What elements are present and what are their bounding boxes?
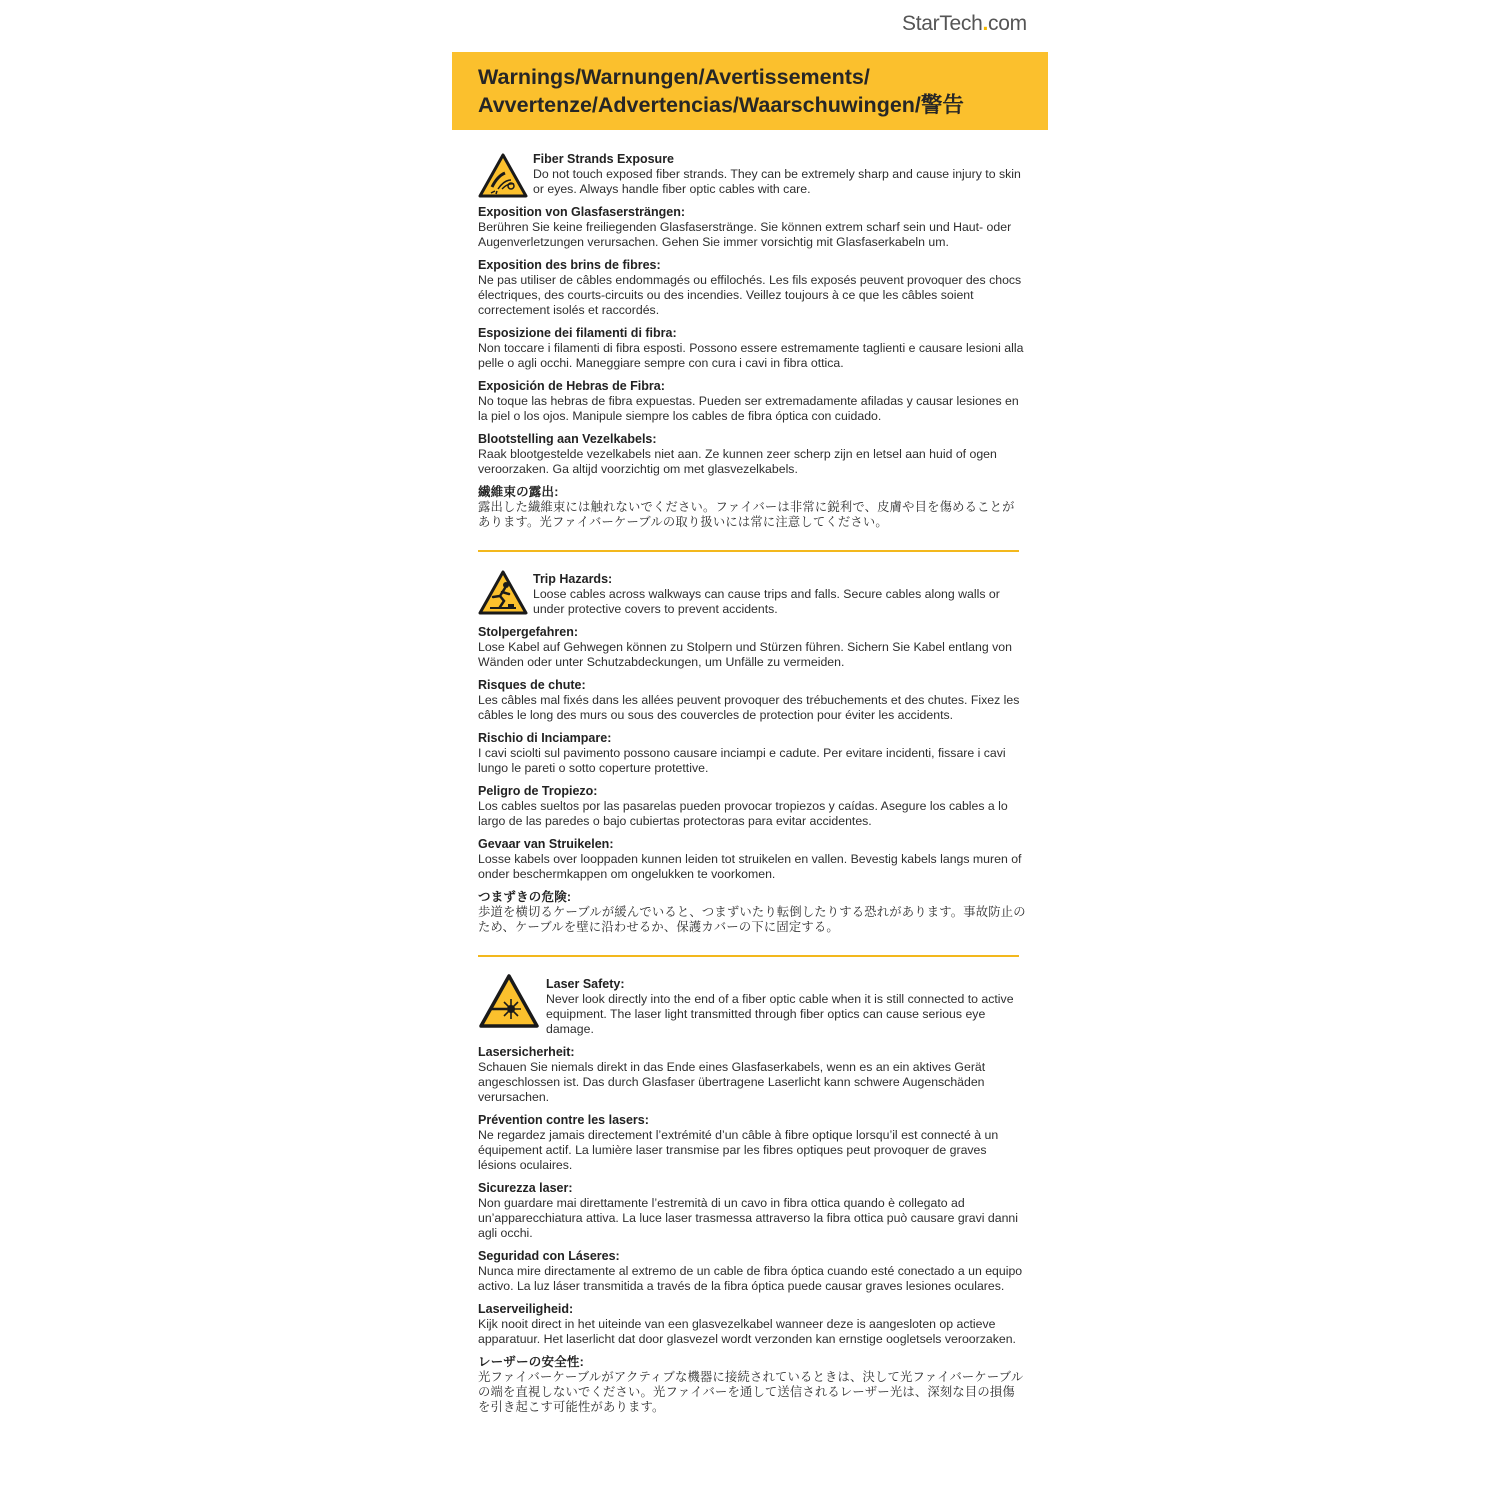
item-body: Los cables sueltos por las pasarelas pueden provocar tropiezos y caídas. Asegure los cables a lo largo de las paredes o bajo cubiertas protectoras para evitar accidentes.: [478, 799, 1008, 828]
item-title: Exposition von Glasfasersträngen:: [478, 205, 685, 219]
item-body: 露出した繊維束には触れないでください。ファイバーは非常に鋭利で、皮膚や目を傷めることがあります。光ファイバーケーブルの取り扱いには常に注意してください。: [478, 500, 1015, 529]
section-trip-hazards: [478, 572, 1026, 935]
banner-title-line-2: Avvertenze/Advertencias/Waarschuwingen/警告: [478, 93, 964, 117]
item-body: Schauen Sie niemals direkt in das Ende eines Glasfaserkabels, wenn es an ein aktives Gerät angeschlossen ist. Das durch Glasfaser übertragene Laserlicht kann schwere Augenschäden verursachen.: [478, 1060, 986, 1104]
item-title: Seguridad con Láseres:: [478, 1249, 620, 1263]
section-laser-safety: [478, 977, 1026, 1415]
item-title: Exposición de Hebras de Fibra:: [478, 379, 665, 393]
item-body: 光ファイバーケーブルがアクティブな機器に接続されているときは、決して光ファイバーケーブルの端を直視しないでください。光ファイバーを通して送信されるレーザー光は、深刻な目の損傷を引き起こす可能性があります。: [478, 1370, 1024, 1414]
item-title: Prévention contre les lasers:: [478, 1113, 649, 1127]
item-title: 繊維束の露出:: [478, 485, 559, 499]
section-fiber-strands: [478, 152, 1026, 530]
lang-item: [478, 837, 1026, 882]
item-title: Stolpergefahren:: [478, 625, 579, 639]
lang-item: [478, 1302, 1026, 1347]
trip-hazard-icon: [478, 570, 528, 615]
item-body: Loose cables across walkways can cause trips and falls. Secure cables along walls or under protective covers to prevent accidents.: [533, 587, 1000, 616]
item-body: Berühren Sie keine freiliegenden Glasfaserstränge. Sie können extrem scharf sein und Haut- oder Augenverletzungen verursachen. Gehen Sie immer vorsichtig mit Glasfaserkabeln um.: [478, 220, 1012, 249]
lang-item: [478, 890, 1026, 935]
item-body: Les câbles mal fixés dans les allées peuvent provoquer des trébuchements et des chutes. Fixez les câbles le long des murs ou sous des couvercles de protection pour éviter les accidents.: [478, 693, 1020, 722]
item-title: Sicurezza laser:: [478, 1181, 573, 1195]
lang-item: [478, 379, 1026, 424]
item-body: Ne regardez jamais directement l’extrémité d’un câble à fibre optique lorsqu’il est connecté à un équipement actif. La lumière laser transmise par les fibres optiques peut provoquer de graves lésions oculaires.: [478, 1128, 999, 1172]
item-title: Laser Safety:: [546, 977, 625, 991]
item-title: Exposition des brins de fibres:: [478, 258, 661, 272]
item-body: Ne pas utiliser de câbles endommagés ou effilochés. Les fils exposés peuvent provoquer des chocs électriques, des courts-circuits ou des incendies. Veillez toujours à ce que les câbles soient correctement isolés et raccordés.: [478, 273, 1022, 317]
item-body: 歩道を横切るケーブルが緩んでいると、つまずいたり転倒したりする恐れがあります。事故防止のため、ケーブルを壁に沿わせるか、保護カバーの下に固定する。: [478, 905, 1026, 934]
item-body: Raak blootgestelde vezelkabels niet aan. Ze kunnen zeer scherp zijn en letsel aan huid of ogen veroorzaken. Ga altijd voorzichtig om met glasvezelkabels.: [478, 447, 997, 476]
lang-item: [478, 784, 1026, 829]
lang-item: [478, 326, 1026, 371]
item-title: Trip Hazards:: [533, 572, 613, 586]
lang-item: [478, 258, 1026, 318]
laser-warning-icon: [478, 973, 540, 1029]
item-title: Laserveiligheid:: [478, 1302, 574, 1316]
lang-item: [478, 625, 1026, 670]
item-body: Never look directly into the end of a fiber optic cable when it is still connected to active equipment. The laser light transmitted through fiber optics can cause serious eye damage.: [546, 992, 1014, 1036]
item-body: Kijk nooit direct in het uiteinde van een glasvezelkabel wanneer deze is aangesloten op actieve apparatuur. Het laserlicht dat door glasvezel wordt verzonden kan ernstige oogletsels veroorzaken.: [478, 1317, 1016, 1346]
item-title: つまずきの危険:: [478, 890, 572, 904]
item-body: Losse kabels over looppaden kunnen leiden tot struikelen en vallen. Bevestig kabels langs muren of onder beschermkappen om ongelukken te voorkomen.: [478, 852, 1022, 881]
item-title: Gevaar van Struikelen:: [478, 837, 614, 851]
item-body: Do not touch exposed fiber strands. They can be extremely sharp and cause injury to skin or eyes. Always handle fiber optic cables with care.: [533, 167, 1021, 196]
section-head: [478, 152, 1026, 197]
lang-item: [478, 1113, 1026, 1173]
item-title: Blootstelling aan Vezelkabels:: [478, 432, 657, 446]
item-body: I cavi sciolti sul pavimento possono causare inciampi e cadute. Per evitare incidenti, fissare i cavi lungo le pareti o sotto coperture protettive.: [478, 746, 1006, 775]
item-title: Esposizione dei filamenti di fibra:: [478, 326, 677, 340]
item-title: Lasersicherheit:: [478, 1045, 575, 1059]
warnings-content: [478, 152, 1026, 1423]
lang-item: [478, 1181, 1026, 1241]
lang-item: [478, 678, 1026, 723]
lang-item: [478, 1045, 1026, 1105]
section-head: [478, 572, 1026, 617]
item-body: Lose Kabel auf Gehwegen können zu Stolpern und Stürzen führen. Sichern Sie Kabel entlang von Wänden oder unter Schutzabdeckungen, um Unfälle zu vermeiden.: [478, 640, 1012, 669]
item-title: Risques de chute:: [478, 678, 586, 692]
item-body: Nunca mire directamente al extremo de un cable de fibra óptica cuando esté conectado a un equipo activo. La luz láser transmitida a través de la fibra óptica puede causar graves lesiones oculares.: [478, 1264, 1023, 1293]
lang-item: [478, 485, 1026, 530]
fiber-warning-icon: [478, 153, 528, 198]
startech-logo: StarTech.com: [902, 12, 1027, 35]
banner-title-line-1: Warnings/Warnungen/Avertissements/: [478, 65, 870, 89]
item-body: No toque las hebras de fibra expuestas. Pueden ser extremadamente afiladas y causar lesiones en la piel o los ojos. Manipule siempre los cables de fibra óptica con cuidado.: [478, 394, 1019, 423]
section-head: [478, 977, 1026, 1037]
lang-item: [478, 731, 1026, 776]
lang-item: [478, 205, 1026, 250]
item-body: Non guardare mai direttamente l’estremità di un cavo in fibra ottica quando è collegato ad un’apparecchiatura attiva. La luce laser trasmessa attraverso la fibra ottica può causare gravi danni agli occhi.: [478, 1196, 1018, 1240]
lang-item: [478, 432, 1026, 477]
warnings-banner: [452, 52, 1048, 130]
item-body: Non toccare i filamenti di fibra esposti. Possono essere estremamente taglienti e causare lesioni alla pelle o agli occhi. Maneggiare sempre con cura i cavi in fibra ottica.: [478, 341, 1024, 370]
section-divider: [478, 955, 1019, 957]
section-divider: [478, 550, 1019, 552]
item-title: Rischio di Inciampare:: [478, 731, 612, 745]
item-title: Peligro de Tropiezo:: [478, 784, 598, 798]
item-title: レーザーの安全性:: [478, 1355, 584, 1369]
lang-item: [478, 1249, 1026, 1294]
item-title: Fiber Strands Exposure: [533, 152, 675, 166]
lang-item: [478, 1355, 1026, 1415]
